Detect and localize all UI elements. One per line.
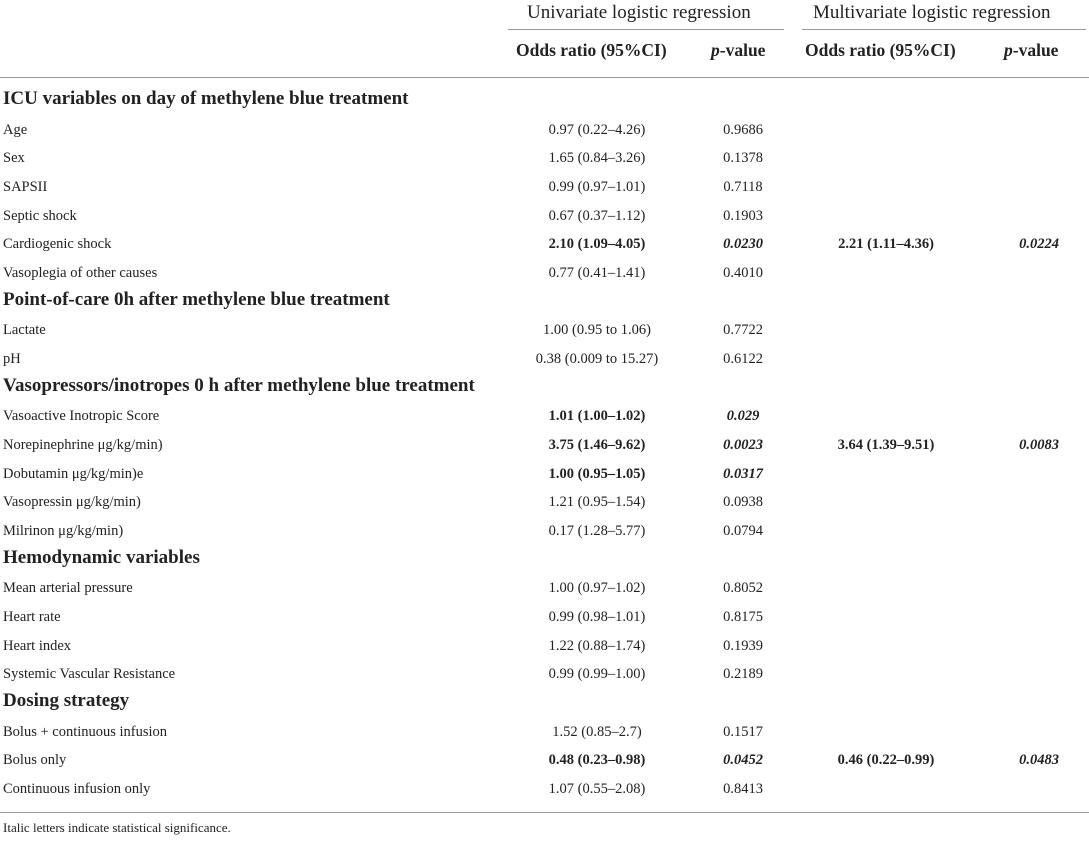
- row-label: Cardiogenic shock: [3, 236, 112, 253]
- row-label: Vasopressin μg/kg/min): [3, 494, 141, 511]
- row-label: Sex: [3, 150, 25, 167]
- multi-odds-ratio-cell: 2.21 (1.11–4.36): [838, 236, 934, 253]
- row-label: Septic shock: [3, 207, 77, 224]
- row-label: SAPSII: [3, 178, 48, 195]
- multivariate-rule: [802, 29, 1086, 30]
- uni-odds-ratio-cell: 1.52 (0.85–2.7): [552, 723, 642, 740]
- row-label: Lactate: [3, 322, 46, 339]
- uni-p-value-cell: 0.0230: [723, 236, 763, 253]
- row-label: Vasoplegia of other causes: [3, 264, 158, 281]
- uni-p-value-cell: 0.1517: [723, 723, 763, 740]
- uni-p-value-cell: 0.8413: [723, 780, 763, 797]
- uni-p-value-header: p-value: [711, 40, 766, 60]
- row-label: Heart index: [3, 637, 72, 654]
- row-label: Heart rate: [3, 608, 61, 625]
- uni-odds-ratio-header: Odds ratio (95%CI): [516, 40, 667, 60]
- multi-odds-ratio-header: Odds ratio (95%CI): [805, 40, 956, 60]
- header-bottom-rule: [0, 77, 1089, 78]
- multi-p-value-cell: 0.0224: [1019, 236, 1059, 253]
- section-heading: Point-of-care 0h after methylene blue treatment: [3, 288, 390, 310]
- uni-odds-ratio-cell: 0.77 (0.41–1.41): [548, 264, 646, 281]
- univariate-header: Univariate logistic regression: [527, 2, 751, 23]
- uni-odds-ratio-cell: 1.22 (0.88–1.74): [548, 637, 646, 654]
- univariate-rule: [508, 29, 784, 30]
- uni-p-value-cell: 0.8052: [723, 580, 763, 597]
- uni-odds-ratio-cell: 0.99 (0.98–1.01): [548, 608, 646, 625]
- uni-odds-ratio-cell: 0.97 (0.22–4.26): [548, 121, 646, 138]
- multi-p-value-header: p-value: [1004, 40, 1059, 60]
- uni-odds-ratio-cell: 1.65 (0.84–3.26): [548, 150, 646, 167]
- uni-odds-ratio-cell: 3.75 (1.46–9.62): [548, 436, 646, 453]
- table-bottom-rule: [0, 812, 1089, 813]
- section-heading: Vasopressors/inotropes 0 h after methylene blue treatment: [3, 374, 475, 396]
- uni-p-value-cell: 0.8175: [723, 608, 763, 625]
- row-label: Age: [3, 121, 28, 138]
- uni-odds-ratio-cell: 1.00 (0.95 to 1.06): [543, 322, 651, 339]
- uni-p-value-cell: 0.7118: [723, 178, 763, 195]
- row-label: Bolus only: [3, 752, 67, 769]
- row-label: Dobutamin μg/kg/min)e: [3, 465, 144, 482]
- uni-odds-ratio-cell: 1.21 (0.95–1.54): [548, 494, 646, 511]
- section-heading: Hemodynamic variables: [3, 546, 200, 568]
- uni-odds-ratio-cell: 0.99 (0.97–1.01): [548, 178, 646, 195]
- row-label: Milrinon μg/kg/min): [3, 522, 124, 539]
- uni-p-value-cell: 0.1378: [723, 150, 763, 167]
- multi-p-value-cell: 0.0483: [1019, 752, 1059, 769]
- uni-p-value-cell: 0.6122: [723, 350, 763, 367]
- uni-p-value-cell: 0.029: [726, 408, 760, 425]
- uni-odds-ratio-cell: 0.38 (0.009 to 15.27): [535, 350, 659, 367]
- row-label: Continuous infusion only: [3, 780, 151, 797]
- uni-p-value-cell: 0.0452: [723, 752, 763, 769]
- multi-odds-ratio-cell: 3.64 (1.39–9.51): [837, 436, 935, 453]
- uni-p-value-cell: 0.4010: [723, 264, 763, 281]
- row-label: Norepinephrine μg/kg/min): [3, 436, 163, 453]
- uni-p-value-cell: 0.7722: [723, 322, 763, 339]
- uni-p-value-cell: 0.0023: [723, 436, 763, 453]
- uni-p-value-cell: 0.0317: [723, 465, 763, 482]
- row-label: Systemic Vascular Resistance: [3, 666, 176, 683]
- footnote: Italic letters indicate statistical significance.: [3, 820, 231, 835]
- section-heading: ICU variables on day of methylene blue treatment: [3, 88, 409, 109]
- multi-p-value-cell: 0.0083: [1019, 436, 1059, 453]
- uni-p-value-cell: 0.1903: [723, 207, 763, 224]
- uni-odds-ratio-cell: 0.17 (1.28–5.77): [548, 522, 646, 539]
- row-label: Mean arterial pressure: [3, 580, 133, 597]
- uni-odds-ratio-cell: 1.07 (0.55–2.08): [548, 780, 646, 797]
- uni-odds-ratio-cell: 0.99 (0.99–1.00): [548, 666, 646, 683]
- section-heading: Dosing strategy: [3, 689, 130, 711]
- uni-odds-ratio-cell: 0.48 (0.23–0.98): [548, 752, 646, 769]
- row-label: Bolus + continuous infusion: [3, 723, 168, 740]
- uni-odds-ratio-cell: 1.00 (0.95–1.05): [548, 465, 646, 482]
- uni-p-value-cell: 0.0794: [723, 522, 763, 539]
- multi-odds-ratio-cell: 0.46 (0.22–0.99): [837, 752, 935, 769]
- row-label: Vasoactive Inotropic Score: [3, 408, 160, 425]
- uni-odds-ratio-cell: 2.10 (1.09–4.05): [548, 236, 646, 253]
- uni-p-value-cell: 0.2189: [723, 666, 763, 683]
- multivariate-header: Multivariate logistic regression: [813, 2, 1051, 23]
- uni-odds-ratio-cell: 1.01 (1.00–1.02): [548, 408, 646, 425]
- uni-p-value-cell: 0.9686: [723, 121, 763, 138]
- uni-p-value-cell: 0.1939: [723, 637, 763, 654]
- uni-odds-ratio-cell: 1.00 (0.97–1.02): [548, 580, 646, 597]
- uni-odds-ratio-cell: 0.67 (0.37–1.12): [548, 207, 646, 224]
- row-label: pH: [3, 350, 21, 367]
- uni-p-value-cell: 0.0938: [723, 494, 763, 511]
